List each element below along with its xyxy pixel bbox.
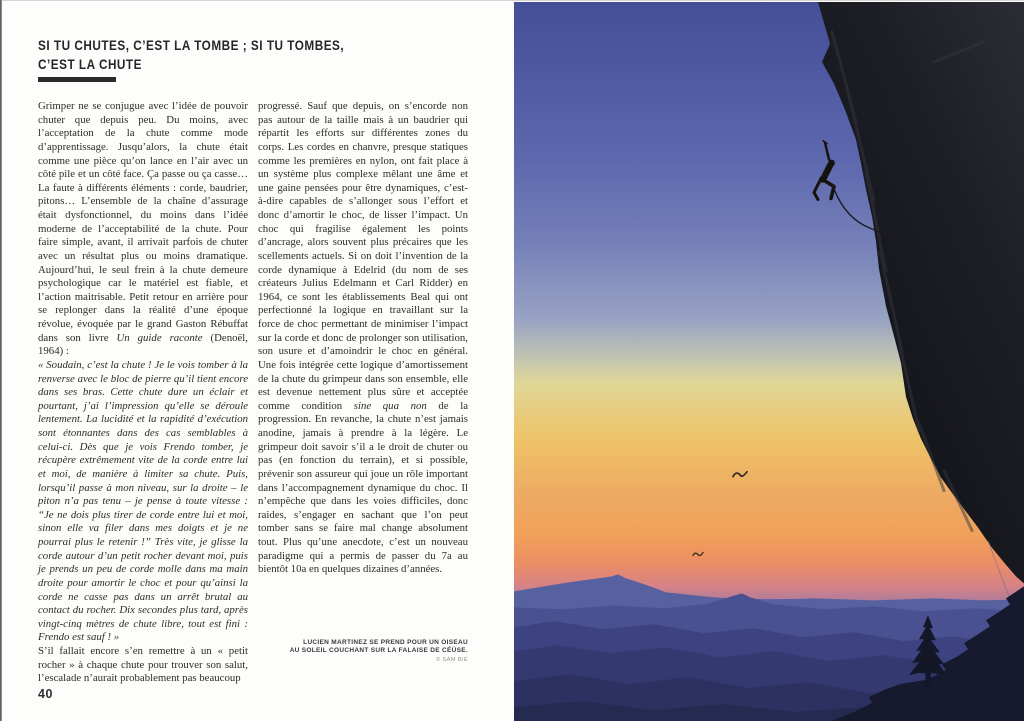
page-left-edge (0, 0, 2, 721)
article-column-2: progressé. Sauf que depuis, on s’encorde non pas autour de la taille mais à un baudrier qui répartit les efforts sur différentes zones du corps. Les cordes en chanvre, presque statiques comme les premières en nylon, ont fait place à un système plus complexe mêlant une âme et une gaine pensées pour être dynamiques, c’est-à-dire capables de s’allonger sous l’effort et donc d’amortir le choc, de lisser l’impact. Un choc qui fragilise également les points d’ancrage, alors souvent plus précaires que les scellements actuels. Si on doit l’invention de la corde dynamique à Edelrid (du nom de ses créateurs Julius Edelmann et Carl Ridder) en 1964, ce sont les établissements Beal qui ont perfectionné la logique en travaillant sur la force de choc permettant de minimiser l’impact sur la corde et donc de prolonger son utilisation, son usure et d’amoindrir le choc en général. Une fois intégrée cette logique d’amortissement de la chute du grimpeur dans son ensemble, elle est devenue nettement plus sûre et acceptée comme condition sine qua non de la progression. En revanche, la chute n’est jamais anodine, jamais à prendre à la légère. Le grimpeur doit savoir s’il a le droit de chuter ou pas (en fonction du terrain), et si possible, prévenir son assureur qui joue un rôle important dans l’accompagnement dynamique du choc. Il n’empêche que dans les voies difficiles, donc raides, s’engager en sachant que l’on peut tomber sans se faire mal change absolument tout. Plus qu’une anecdote, c’est un nouveau paradigme qui a permis de passer du 7a au bientôt 10a en quelques dizaines d’années. (258, 100, 468, 576)
title-underline-rule (38, 77, 116, 82)
caption-line-2: AU SOLEIL COUCHANT SUR LA FALAISE DE CÉÜSE. (289, 646, 468, 654)
page-top-edge (0, 0, 1024, 1)
photo-credit: © SAM BIÉ (435, 657, 468, 664)
climbing-photo (514, 2, 1024, 721)
caption-line-1: LUCIEN MARTINEZ SE PREND POUR UN OISEAU (303, 639, 468, 646)
photo-caption (256, 639, 468, 665)
article-column-1: Grimper ne se conjugue avec l’idée de pouvoir chuter que depuis peu. Du moins, avec l’acceptation de la chute comme mode d’apprentissage. Jusqu’alors, la chute était comme une pièce qu’on lance en l’air avec un côté pile et un côté face. Ça passe ou ça casse… La faute à différents éléments : corde, baudrier, pitons… L’ensemble de la chaîne d’assurage était dysfonctionnel, du moins dans l’idée moderne de l’acceptabilité de la chute. Pour faire simple, avant, il arrivait parfois de chuter avec un résultat plus ou moins dramatique. Aujourd’hui, le seul frein à la chute demeure psychologique car le matériel est fiable, et l’action maitrisable. Petit retour en arrière pour se replonger dans la réalité d’une époque révolue, évoquée par le grand Gaston Rébuffat dans son livre Un guide raconte (Denoël, 1964) : « Soudain, c’est la chute ! Je le vois tomber à la renverse avec le bloc de pierre qu’il tient encore dans ses bras. Cette chute dure un éclair et pourtant, j’ai l’impression qu’elle se déroule lentement. La lucidité et la rapidité d’exécution sont étonnantes dans des cas semblables à celui-ci. Dès que je vois Frendo tomber, je récupère extrêmement vite de la corde entre lui et moi, de manière à limiter sa chute. Puis, lorsqu’il passe à mon niveau, sur la droite – le piton n’a pas tenu – je pense à toute vitesse : “Je ne dois plus tirer de corde entre lui et moi, sinon elle va filer dans mes doigts et je ne pourrai plus le retenir !” Très vite, je glisse la corde autour d’un petit rocher devant moi, puis je prends un peu de corde molle dans ma main droite pour amortir le choc et pour qu’ainsi la corde ne casse pas dans un arrêt brutal au contact du rocher. Dix secondes plus tard, après vingt-cinq mètres de chute libre, tout est fini : Frendo est sauf ! » S’il fallait encore s’en remettre à un « petit rocher » à chaque chute pour trouver son salut, l’escalade n’aurait probablement pas beaucoup (38, 100, 248, 685)
article-title (38, 36, 433, 74)
page-number: 40 (38, 687, 53, 701)
climbing-photo-svg (514, 2, 1024, 721)
article-body (38, 100, 468, 686)
title-line-1: SI TU CHUTES, C’EST LA TOMBE ; SI TU TOMBES, (38, 37, 345, 53)
title-line-2: C’EST LA CHUTE (38, 56, 142, 72)
